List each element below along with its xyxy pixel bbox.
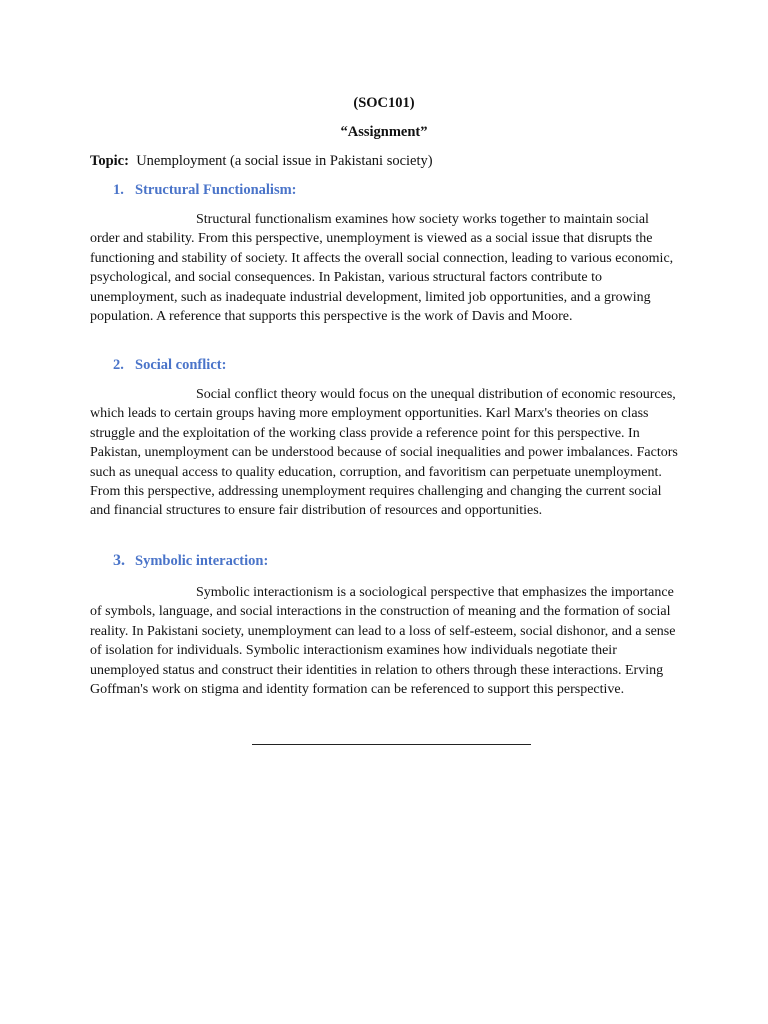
section-body-structural-functionalism: Structural functionalism examines how society works together to maintain social order and stability. From this perspective, unemployment is viewed as a social issue that disrupts the functioning and stability of society. It affects the overall social connection, leading to various economic, psychological, and social consequences. In Pakistan, various structural factors contribute to unemployment, such as inadequate industrial development, limited job opportunities, and a growing population. A reference that supports this perspective is the work of Davis and Moore. [90,212,674,325]
section-heading-text: Symbolic interaction: [135,553,269,569]
section-number: 3. [113,552,125,569]
section-body-symbolic-interaction: Symbolic interactionism is a sociological perspective that emphasizes the importance of symbols, language, and social interactions in the construction of meaning and the formation of social reality. In Pakistani society, unemployment can lead to a loss of self-esteem, social dishonor, and a sense of isolation for individuals. Symbolic interactionism examines how individuals negotiate their unemployed status and construct their identities in relation to others through these interactions. Erving Goffman's work on stigma and identity formation can be referenced to support this perspective. [90,585,676,698]
section-number: 2. [113,357,124,373]
section-body-social-conflict: Social conflict theory would focus on the unequal distribution of economic resources, which leads to certain groups having more employment opportunities. Karl Marx's theories on class struggle and the exploitation of the working class provide a reference point for this perspective. In Pakistan, unemployment can be understood because of social inequalities and power imbalances. Factors such as unequal access to quality education, corruption, and favoritism can perpetuate unemployment. From this perspective, addressing unemployment requires challenging and changing the current social and financial structures to ensure fair distribution of resources and opportunities. [90,387,678,519]
topic-text: Unemployment (a social issue in Pakistani society) [136,153,433,169]
document-title: “Assignment” [340,124,428,140]
topic-line [90,152,433,170]
section-heading-symbolic-interaction [113,552,268,570]
section-heading-social-conflict [113,356,226,374]
end-divider-line [252,744,531,745]
section-heading-text: Structural Functionalism: [135,182,297,198]
course-code: (SOC101) [353,95,415,111]
section-number: 1. [113,182,124,198]
topic-label: Topic: [90,153,129,169]
section-heading-text: Social conflict: [135,357,227,373]
section-heading-structural-functionalism [113,181,297,199]
